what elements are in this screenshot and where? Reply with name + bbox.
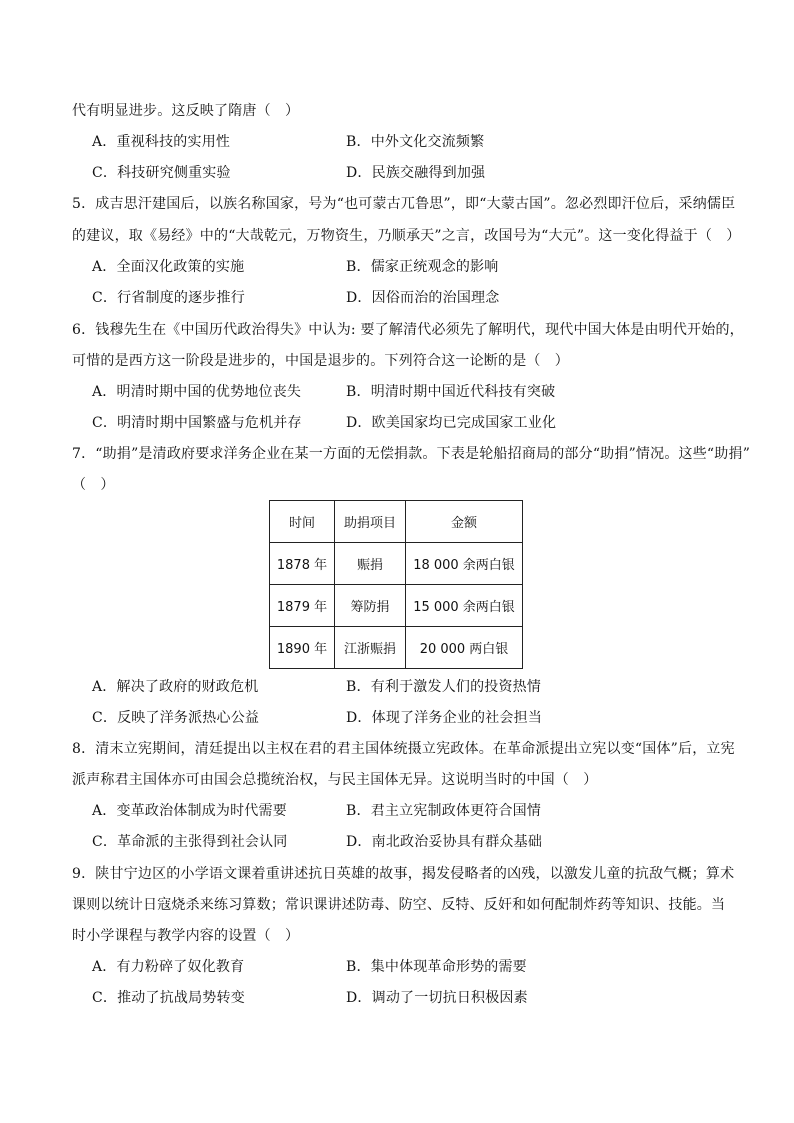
- q6-stem-line1: 6．钱穆先生在《中国历代政治得失》中认为: 要了解清代必须先了解明代，现代中国大体是由明代开始的，: [72, 322, 744, 338]
- table-cell: 1879 年: [270, 585, 335, 627]
- q8-option-b[interactable]: B．君主立宪制政体更符合国情: [346, 803, 542, 819]
- q6-option-b[interactable]: B．明清时期中国近代科技有突破: [346, 384, 556, 400]
- q5-option-d[interactable]: D．因俗而治的治国理念: [346, 290, 500, 306]
- q9-option-a[interactable]: A．有力粉碎了奴化教育: [92, 959, 245, 975]
- donation-table: [269, 500, 523, 669]
- table-cell: 筹防捐: [335, 585, 406, 627]
- q8-option-a[interactable]: A．变革政治体制成为时代需要: [92, 803, 287, 819]
- table-cell: 15 000 余两白银: [406, 585, 523, 627]
- q9-stem-line3: 时小学课程与教学内容的设置（ ）: [72, 928, 300, 944]
- table-cell: 江浙赈捐: [335, 627, 406, 669]
- table-header-row: [270, 501, 523, 543]
- q4-option-c[interactable]: C．科技研究侧重实验: [92, 165, 231, 181]
- q6-option-a[interactable]: A．明清时期中国的优势地位丧失: [92, 384, 302, 400]
- q7-option-c[interactable]: C．反映了洋务派热心公益: [92, 710, 260, 726]
- q7-stem-line1: 7．“助捐”是清政府要求洋务企业在某一方面的无偿捐款。下表是轮船招商局的部分“助捐”情况。这些“助捐”: [72, 446, 751, 462]
- q5-stem-line1: 5．成吉思汗建国后，以族名称国家，号为“也可蒙古兀鲁思”，即“大蒙古国”。忽必烈即汗位后，采纳儒臣: [72, 196, 736, 212]
- table-cell: 1878 年: [270, 543, 335, 585]
- q5-option-c[interactable]: C．行省制度的逐步推行: [92, 290, 245, 306]
- q9-option-c[interactable]: C．推动了抗战局势转变: [92, 990, 245, 1006]
- table-cell: 赈捐: [335, 543, 406, 585]
- q4-option-a[interactable]: A．重视科技的实用性: [92, 134, 231, 150]
- q4-stem-tail: 代有明显进步。这反映了隋唐（ ）: [72, 103, 300, 119]
- q9-option-b[interactable]: B．集中体现革命形势的需要: [346, 959, 527, 975]
- q9-stem-line2: 课则以统计日寇烧杀来练习算数；常识课讲述防毒、防空、反特、反奸和如何配制炸药等知识、技能。当: [72, 897, 726, 913]
- q9-option-d[interactable]: D．调动了一切抗日积极因素: [346, 990, 528, 1006]
- table-cell: 20 000 两白银: [406, 627, 523, 669]
- q5-option-a[interactable]: A．全面汉化政策的实施: [92, 259, 245, 275]
- table-row: [270, 543, 523, 585]
- q9-stem-line1: 9．陕甘宁边区的小学语文课着重讲述抗日英雄的故事，揭发侵略者的凶残，以激发儿童的抗敌气概；算术: [72, 866, 735, 882]
- q6-option-d[interactable]: D．欧美国家均已完成国家工业化: [346, 415, 557, 431]
- q7-option-d[interactable]: D．体现了洋务企业的社会担当: [346, 710, 543, 726]
- q8-option-c[interactable]: C．革命派的主张得到社会认同: [92, 834, 288, 850]
- q8-stem-line1: 8．清末立宪期间，清廷提出以主权在君的君主国体统摄立宪政体。在革命派提出立宪以变“国体”后，立宪: [72, 741, 735, 757]
- q7-option-a[interactable]: A．解决了政府的财政危机: [92, 679, 259, 695]
- table-header-cell: 时间: [270, 501, 335, 543]
- q5-stem-line2: 的建议，取《易经》中的“大哉乾元，万物资生，乃顺承天”之言，改国号为“大元”。这一变化得益于（ ）: [72, 228, 741, 244]
- table-header-cell: 金额: [406, 501, 523, 543]
- q8-stem-line2: 派声称君主国体亦可由国会总揽统治权，与民主国体无异。这说明当时的中国（ ）: [72, 772, 598, 788]
- q7-option-b[interactable]: B．有利于激发人们的投资热情: [346, 679, 542, 695]
- table-row: [270, 627, 523, 669]
- q4-option-d[interactable]: D．民族交融得到加强: [346, 165, 486, 181]
- table-header-cell: 助捐项目: [335, 501, 406, 543]
- q4-option-b[interactable]: B．中外文化交流频繁: [346, 134, 485, 150]
- q6-stem-line2: 可惜的是西方这一阶段是进步的，中国是退步的。下列符合这一论断的是（ ）: [72, 353, 569, 369]
- q5-option-b[interactable]: B．儒家正统观念的影响: [346, 259, 499, 275]
- table-row: [270, 585, 523, 627]
- q8-option-d[interactable]: D．南北政治妥协具有群众基础: [346, 834, 543, 850]
- table-cell: 1890 年: [270, 627, 335, 669]
- q6-option-c[interactable]: C．明清时期中国繁盛与危机并存: [92, 415, 302, 431]
- table-cell: 18 000 余两白银: [406, 543, 523, 585]
- q7-stem-line2: （ ）: [72, 477, 115, 493]
